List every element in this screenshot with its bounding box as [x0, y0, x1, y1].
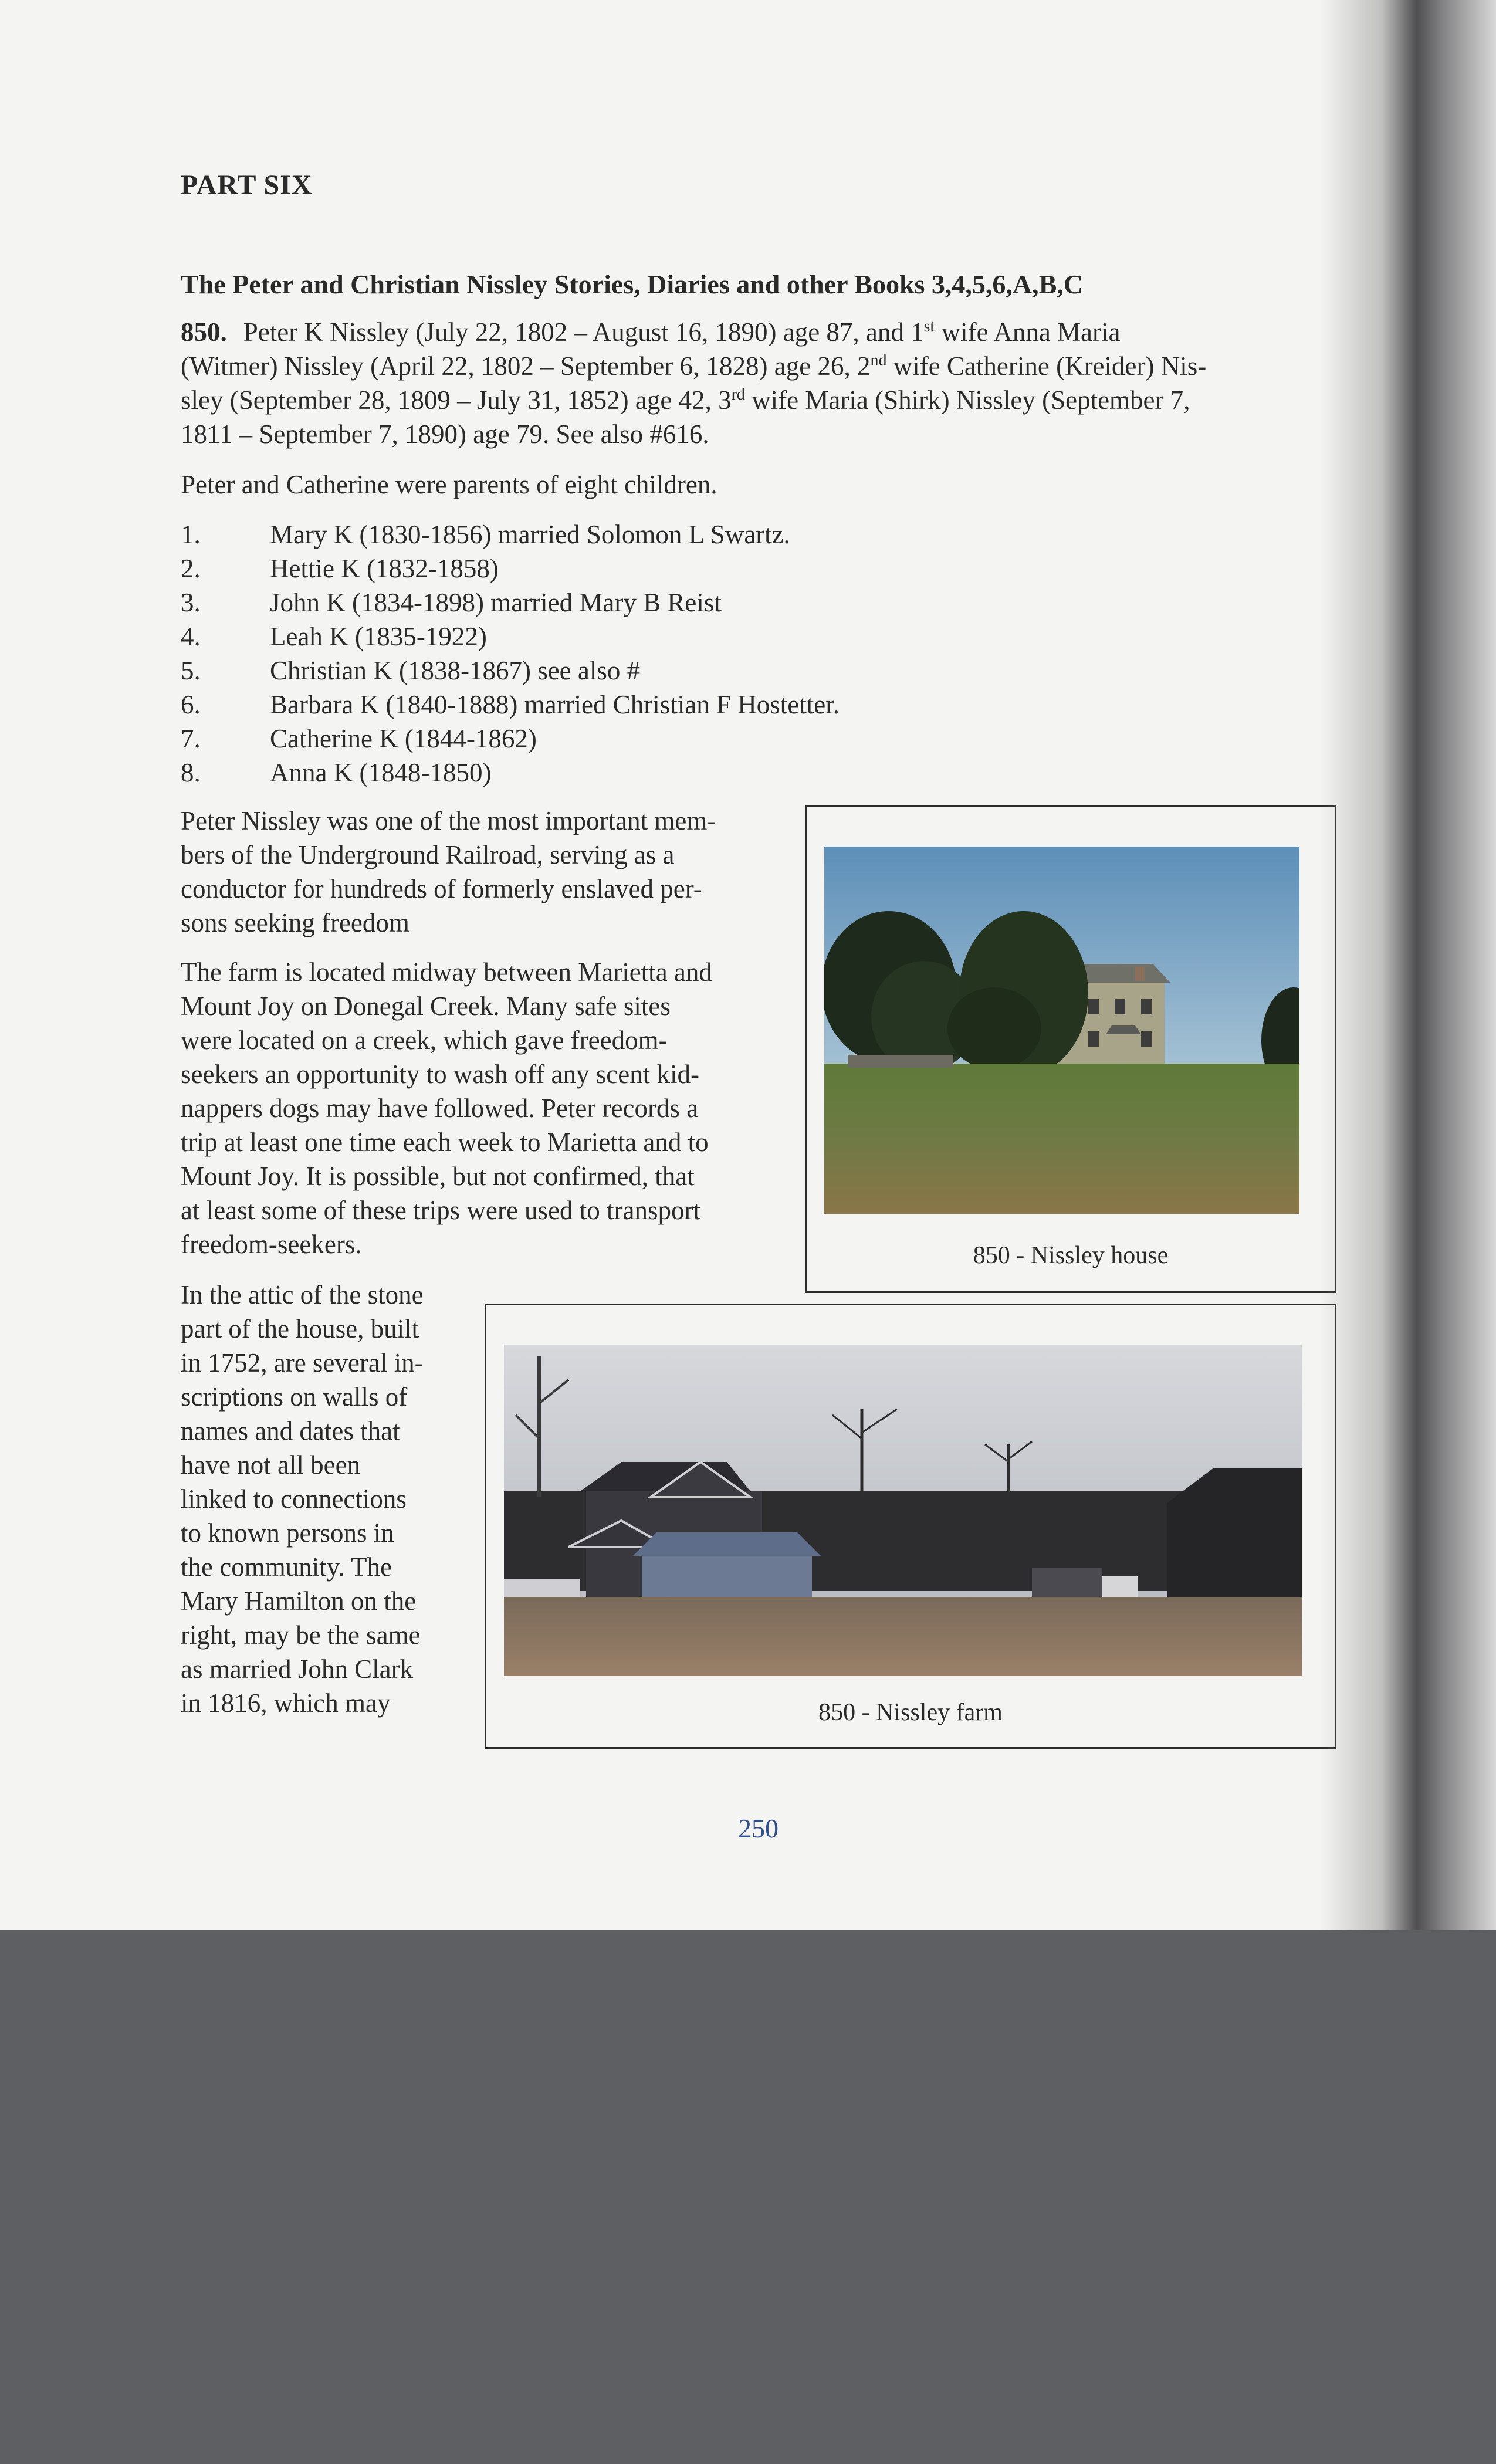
list-number: 2.	[181, 554, 201, 583]
list-item	[181, 551, 840, 585]
text-line: at least some of these trips were used to transport	[181, 1196, 701, 1225]
entry-text: wife Catherine (Kreider) Nis-	[886, 351, 1207, 381]
ordinal-suffix: nd	[870, 351, 887, 370]
text-line: Mount Joy. It is possible, but not confirmed, that	[181, 1162, 695, 1191]
text-line: The farm is located midway between Marietta and	[181, 957, 712, 987]
list-item	[181, 756, 840, 790]
entry-text: (Witmer) Nissley (April 22, 1802 – September 6, 1828) age 26, 2	[181, 351, 871, 381]
figure-nissley-farm	[485, 1304, 1336, 1749]
entry-number: 850.	[181, 317, 227, 347]
entry-line-4: 1811 – September 7, 1890) age 79. See also #616.	[181, 419, 709, 449]
text-line: in 1816, which may	[181, 1688, 391, 1718]
text-line: right, may be the same	[181, 1620, 421, 1650]
text-line: part of the house, built	[181, 1314, 419, 1343]
text-line: Mount Joy on Donegal Creek. Many safe sites	[181, 991, 671, 1021]
text-line: trip at least one time each week to Marietta and to	[181, 1128, 709, 1157]
list-number: 4.	[181, 622, 201, 651]
figure-caption: 850 - Nissley farm	[818, 1699, 1003, 1726]
entry-text: wife Maria (Shirk) Nissley (September 7,	[744, 385, 1190, 415]
text-line: bers of the Underground Railroad, serving as a	[181, 840, 675, 869]
children-list	[181, 517, 840, 790]
text-line: Mary Hamilton on the	[181, 1586, 417, 1616]
list-number: 7.	[181, 724, 201, 753]
list-text: Leah K (1835-1922)	[270, 622, 487, 651]
text-line: Peter Nissley was one of the most important mem-	[181, 806, 716, 835]
list-text: Mary K (1830-1856) married Solomon L Swartz.	[270, 520, 790, 549]
text-line: to known persons in	[181, 1518, 394, 1548]
page-number: 250	[738, 1813, 779, 1843]
text-line: In the attic of the stone	[181, 1280, 424, 1309]
text-line: were located on a creek, which gave freedom-	[181, 1025, 668, 1055]
list-item	[181, 722, 840, 756]
text-line: as married John Clark	[181, 1654, 414, 1684]
text-line: seekers an opportunity to wash off any scent kid-	[181, 1060, 699, 1089]
section-title: The Peter and Christian Nissley Stories, Diaries and other Books 3,4,5,6,A,B,C	[181, 269, 1084, 299]
text-line: names and dates that	[181, 1416, 400, 1446]
text-line: the community. The	[181, 1552, 392, 1582]
text-line: sons seeking freedom	[181, 908, 409, 937]
entry-line-3	[181, 385, 1190, 415]
list-text: Christian K (1838-1867) see also #	[270, 656, 641, 685]
list-item	[181, 688, 840, 722]
text-line: freedom-seekers.	[181, 1230, 362, 1259]
list-text: Barbara K (1840-1888) married Christian F Hostetter.	[270, 690, 840, 719]
list-number: 6.	[181, 690, 201, 719]
entry-text: sley (September 28, 1809 – July 31, 1852) age 42, 3	[181, 385, 732, 415]
list-item	[181, 585, 840, 620]
list-number: 1.	[181, 520, 201, 549]
entry-line-1	[181, 317, 1121, 347]
list-number: 5.	[181, 656, 201, 685]
list-text: Hettie K (1832-1858)	[270, 554, 499, 583]
nissley-house-photo	[824, 847, 1299, 1214]
entry-line-2	[181, 351, 1206, 381]
text-line: linked to connections	[181, 1484, 407, 1514]
text-line: conductor for hundreds of formerly enslaved per-	[181, 874, 702, 903]
list-number: 8.	[181, 758, 201, 787]
list-item	[181, 654, 840, 688]
figure-caption: 850 - Nissley house	[973, 1242, 1169, 1269]
list-text: Anna K (1848-1850)	[270, 758, 492, 787]
text-line: nappers dogs may have followed. Peter records a	[181, 1094, 699, 1123]
entry-text: Peter K Nissley (July 22, 1802 – August 16, 1890) age 87, and 1	[243, 317, 924, 347]
text-line: have not all been	[181, 1450, 361, 1480]
text-line: in 1752, are several in-	[181, 1348, 424, 1377]
text-line: scriptions on walls of	[181, 1382, 408, 1412]
figure-nissley-house	[805, 805, 1336, 1293]
list-item	[181, 517, 840, 551]
list-item	[181, 620, 840, 654]
book-gutter-shadow	[1320, 0, 1496, 1930]
ordinal-suffix: rd	[731, 385, 745, 404]
scanner-background	[0, 1930, 1496, 2464]
children-intro: Peter and Catherine were parents of eight children.	[181, 470, 717, 499]
ordinal-suffix: st	[923, 317, 935, 336]
part-title: PART SIX	[181, 170, 313, 201]
list-text: Catherine K (1844-1862)	[270, 724, 537, 753]
nissley-farm-photo	[504, 1345, 1302, 1676]
list-number: 3.	[181, 588, 201, 617]
entry-text: wife Anna Maria	[935, 317, 1121, 347]
list-text: John K (1834-1898) married Mary B Reist	[270, 588, 722, 617]
